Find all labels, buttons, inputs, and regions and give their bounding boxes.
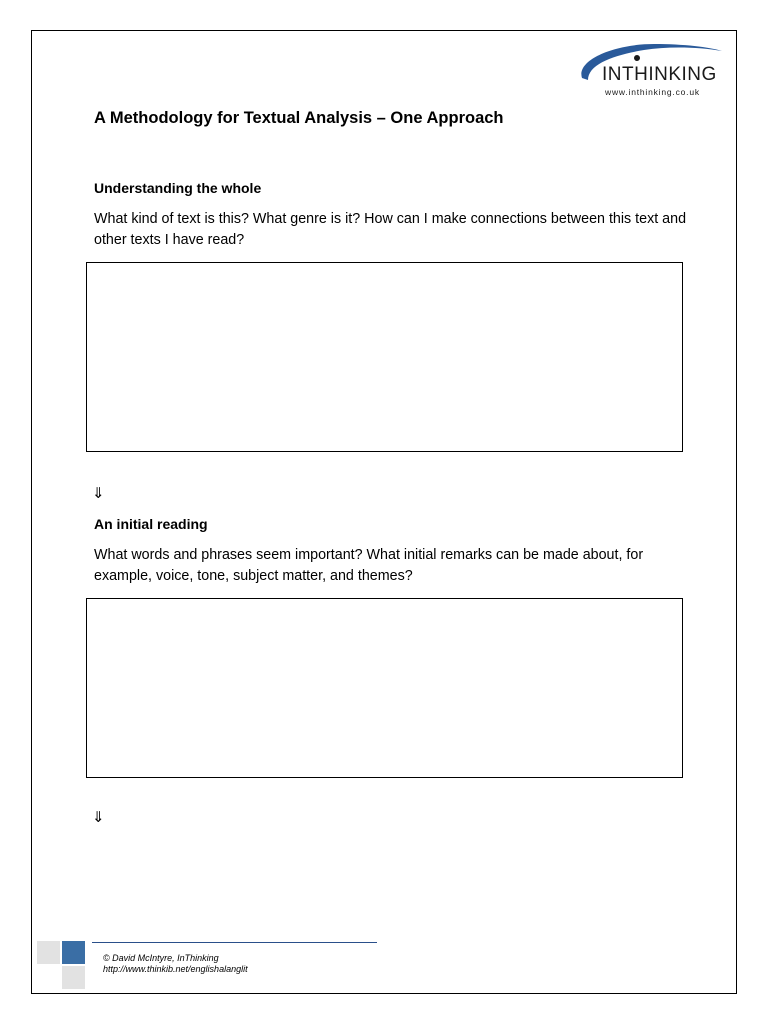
answer-box-understanding[interactable] <box>86 262 683 452</box>
footer-squares <box>37 941 85 989</box>
footer-square <box>37 941 60 964</box>
document-title: A Methodology for Textual Analysis – One Approach <box>94 109 504 127</box>
footer-rule <box>92 942 377 943</box>
footer-square <box>37 966 60 989</box>
down-arrow-icon: ⇓ <box>92 484 105 502</box>
section-prompt-initial-reading: What words and phrases seem important? What initial remarks can be made about, for example, voice, tone, subject matter, and themes? <box>94 547 644 584</box>
logo-url: www.inthinking.co.uk <box>605 87 700 97</box>
answer-box-initial-reading[interactable] <box>86 598 683 778</box>
section-heading-understanding: Understanding the whole <box>94 180 262 196</box>
inthinking-logo <box>574 40 724 100</box>
footer-square <box>62 966 85 989</box>
footer-copyright: © David McIntyre, InThinking <box>103 953 219 963</box>
logo-wordmark: INTHINKING <box>602 64 717 85</box>
section-heading-initial-reading: An initial reading <box>94 516 208 532</box>
section-prompt-understanding: What kind of text is this? What genre is it? How can I make connections between this text and other texts I have read? <box>94 211 687 248</box>
down-arrow-icon: ⇓ <box>92 808 105 826</box>
page-frame <box>31 30 737 994</box>
footer-link[interactable]: http://www.thinkib.net/englishalanglit <box>103 964 248 974</box>
footer-square-accent <box>62 941 85 964</box>
